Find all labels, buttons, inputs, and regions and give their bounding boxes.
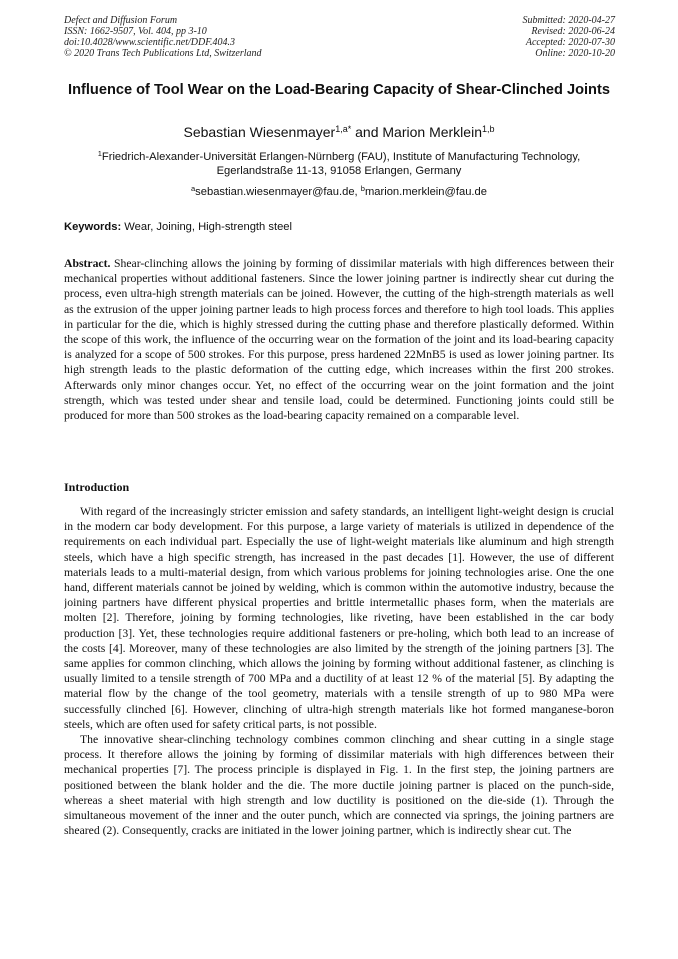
affiliation bbox=[60, 150, 618, 178]
author-line bbox=[60, 124, 618, 140]
submission-dates bbox=[523, 15, 616, 59]
journal-name: Defect and Diffusion Forum bbox=[64, 15, 178, 26]
email-a[interactable]: sebastian.wiesenmayer@fau.de, bbox=[195, 186, 361, 198]
keywords-label: Keywords: bbox=[64, 221, 122, 233]
copyright-line: © 2020 Trans Tech Publications Ltd, Switzerland bbox=[64, 48, 262, 59]
author-2: Marion Merklein bbox=[382, 124, 482, 140]
author-1: Sebastian Wiesenmayer bbox=[183, 124, 336, 140]
introduction-heading: Introduction bbox=[64, 480, 130, 494]
keywords-text: Wear, Joining, High-strength steel bbox=[121, 221, 293, 233]
intro-paragraph-1: With regard of the increasingly stricter emission and safety standards, an intelligent light-weight design is crucial in the modern car body development. For this purpose, a large variety of materials is utilized in dependence of the requirements on each individual part. Especially the use of light-weight materials like aluminum and high strength steels, which have a high specific strength, has increased in the past decades [1]. However, the use of different materials leads to a multi-material design, from which various problems for joining technologies arise. One the one hand, different materials cannot be joined by welding, which is common within the automotive industry, because the joining partners have different physical properties and brittle intermetallic phases form, when the materials are molten [2]. Therefore, joining by forming technologies, like riveting, have been established in the car body production [3]. Yet, these technologies require additional fasteners or pre-holing, which both lead to an increase of the costs [4]. Moreover, many of these technologies are also limited by the strength of the joining partners [3]. The same applies for common clinching, which allows the joining by forming without additional fastener, as clinching is usually limited to a tensile strength of 700 MPa and a ductility of at least 12 % of the material [5]. By adapting the material flow by the change of the tool geometry, materials with a tensile strength of up to 980 MPa were successfully clinched [6]. However, clinching of ultra-high strength materials like hot formed manganese-boron steels, which are often used for safety critical parts, is not possible. bbox=[64, 505, 614, 731]
journal-info bbox=[64, 15, 262, 59]
intro-paragraph-2: The innovative shear-clinching technology combines common clinching and shear cutting in a single stage process. It therefore allows the joining by forming of dissimilar materials with high differences between their mechanical properties [7]. The process principle is displayed in Fig. 1. In the first step, the joining partners are positioned between the blank holder and the die. The more ductile joining partner is placed on the punch-side, whereas a sheet material with high strength and low ductility is positioned on the die-side (1). Through the simultaneous movement of the inner and the outer punch, which are connected via springs, the joining partners are sheared (2). Consequently, cracks are initiated in the lower joining partner, which is indirectly shear cut. The bbox=[64, 733, 614, 838]
affiliation-sup: 1 bbox=[97, 149, 102, 158]
issn-line: ISSN: 1662-9507, Vol. 404, pp 3-10 bbox=[64, 26, 207, 37]
email-b[interactable]: marion.merklein@fau.de bbox=[364, 186, 487, 198]
accepted-date: Accepted: 2020-07-30 bbox=[525, 37, 615, 48]
online-date: Online: 2020-10-20 bbox=[535, 48, 615, 59]
paper-title: Influence of Tool Wear on the Load-Bearing Capacity of Shear-Clinched Joints bbox=[68, 82, 610, 98]
abstract-text: Shear-clinching allows the joining by forming of dissimilar materials with high differences between their mechanical properties without additional fasteners. Since the lower joining partner is indirectly shear cut during the process, even ultra-high strength materials can be joined. However, the cutting of the high-strength materials as well as the extrusion of the upper joining partner leads to high process forces and therefore to high tool loads. This applies in particular for the die, which is highly stressed during the cutting phase and therefore plastically deformed. Within the scope of this work, the influence of the occurring wear on the formation of the joint and its load-bearing capacity is analyzed for a scope of 500 strokes. For this purpose, press hardened 22MnB5 is used as lower joining partner. Its high strength leads to the plastic deformation of the cutting edge, which increases within the first 200 strokes. Afterwards only minor changes occur. Yet, no effect of the occurring wear on the joint formation and the joint strength, which was tested under shear and tensile load, could be determined. Functioning joints could still be produced for more than 500 strokes as the load-bearing capacity remained on a comparable level. bbox=[64, 257, 614, 423]
affiliation-line-1: $^1$Friedrich-Alexander-Universität Erlangen-Nürnberg (FAU), Institute of Manufacturing Technology, bbox=[97, 149, 581, 163]
author-joiner: and bbox=[351, 124, 383, 140]
keywords bbox=[64, 220, 614, 234]
author-emails bbox=[60, 185, 618, 199]
introduction-body bbox=[64, 504, 614, 944]
author-1-affil: 1,a* bbox=[335, 124, 352, 134]
abstract-label: Abstract. bbox=[64, 257, 111, 270]
email-b-sup: b bbox=[360, 184, 365, 193]
email-a-sup: a bbox=[191, 184, 196, 193]
revised-date: Revised: 2020-06-24 bbox=[531, 26, 615, 37]
submitted-date: Submitted: 2020-04-27 bbox=[522, 15, 615, 26]
author-2-affil: 1,b bbox=[481, 124, 495, 134]
affiliation-line-2: Egerlandstraße 11-13, 91058 Erlangen, Germany bbox=[216, 165, 462, 177]
doi-line: doi:10.4028/www.scientific.net/DDF.404.3 bbox=[64, 37, 236, 48]
abstract bbox=[64, 256, 614, 423]
